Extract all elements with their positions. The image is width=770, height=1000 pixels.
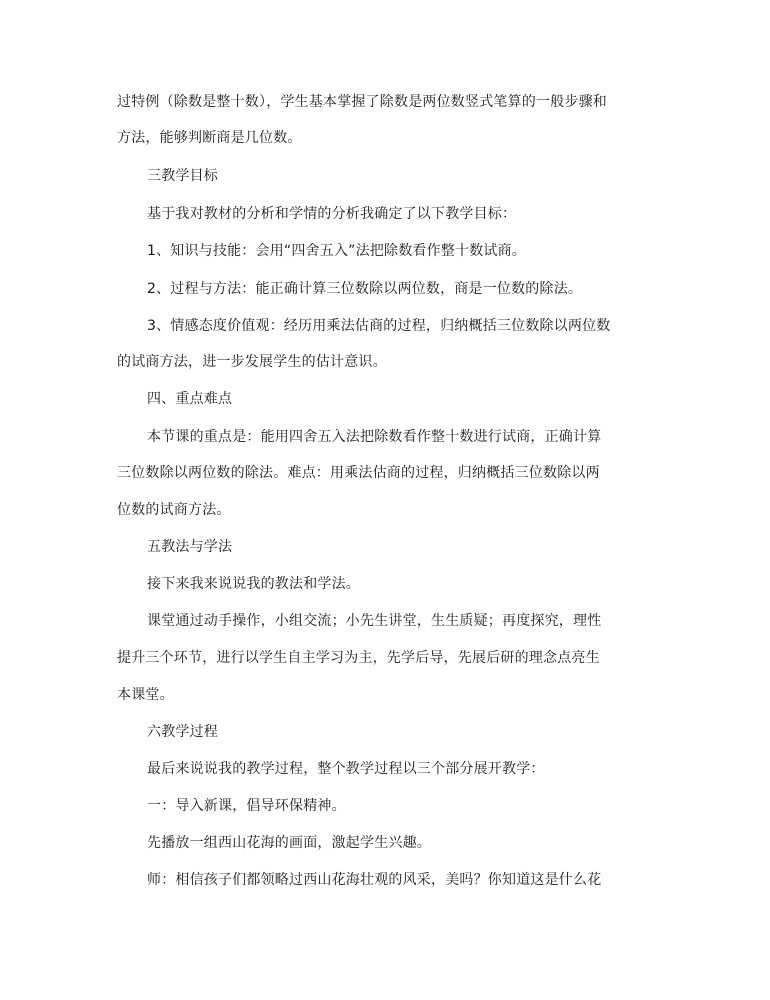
paragraph-line: 先播放一组西山花海的画面，激起学生兴趣。 [147,835,431,851]
section-heading: 三教学目标 [147,168,218,184]
paragraph-line: 课堂通过动手操作，小组交流；小先生讲堂，生生质疑；再度探究，理性 [147,613,602,629]
section-heading: 五教法与学法 [147,539,233,555]
paragraph-line: 一：导入新课，倡导环保精神。 [147,798,346,814]
paragraph-line: 位数的试商方法。 [117,502,231,518]
paragraph-line: 的试商方法，进一步发展学生的估计意识。 [117,354,387,370]
paragraph-line: 方法，能够判断商是几位数。 [117,130,302,146]
list-item: 2、过程与方法：能正确计算三位数除以两位数，商是一位数的除法。 [147,281,583,297]
list-item: 1、知识与技能：会用“四舍五入”法把除数看作整十数试商。 [147,243,527,259]
paragraph-line: 三位数除以两位数的除法。难点：用乘法估商的过程，归纳概括三位数除以两 [117,465,600,481]
paragraph-line: 提升三个环节，进行以学生自主学习为主，先学后导，先展后研的理念点亮生 [117,650,600,666]
paragraph-line: 接下来我来说说我的教法和学法。 [147,576,360,592]
paragraph-line: 过特例（除数是整十数），学生基本掌握了除数是两位数竖式笔算的一般步骤和 [117,94,607,110]
section-heading: 六教学过程 [147,724,218,740]
paragraph-line: 基于我对教材的分析和学情的分析我确定了以下教学目标： [147,206,517,222]
list-item: 3、情感态度价值观：经历用乘法估商的过程，归纳概括三位数除以两位数 [147,318,611,334]
section-heading: 四、重点难点 [147,391,233,407]
paragraph-line: 本课堂。 [117,687,174,703]
paragraph-line: 师：相信孩子们都领略过西山花海壮观的风采，美吗？你知道这是什么花 [147,872,602,888]
paragraph-line: 本节课的重点是：能用四舍五入法把除数看作整十数进行试商，正确计算 [147,429,602,445]
paragraph-line: 最后来说说我的教学过程，整个教学过程以三个部分展开教学： [147,761,545,777]
